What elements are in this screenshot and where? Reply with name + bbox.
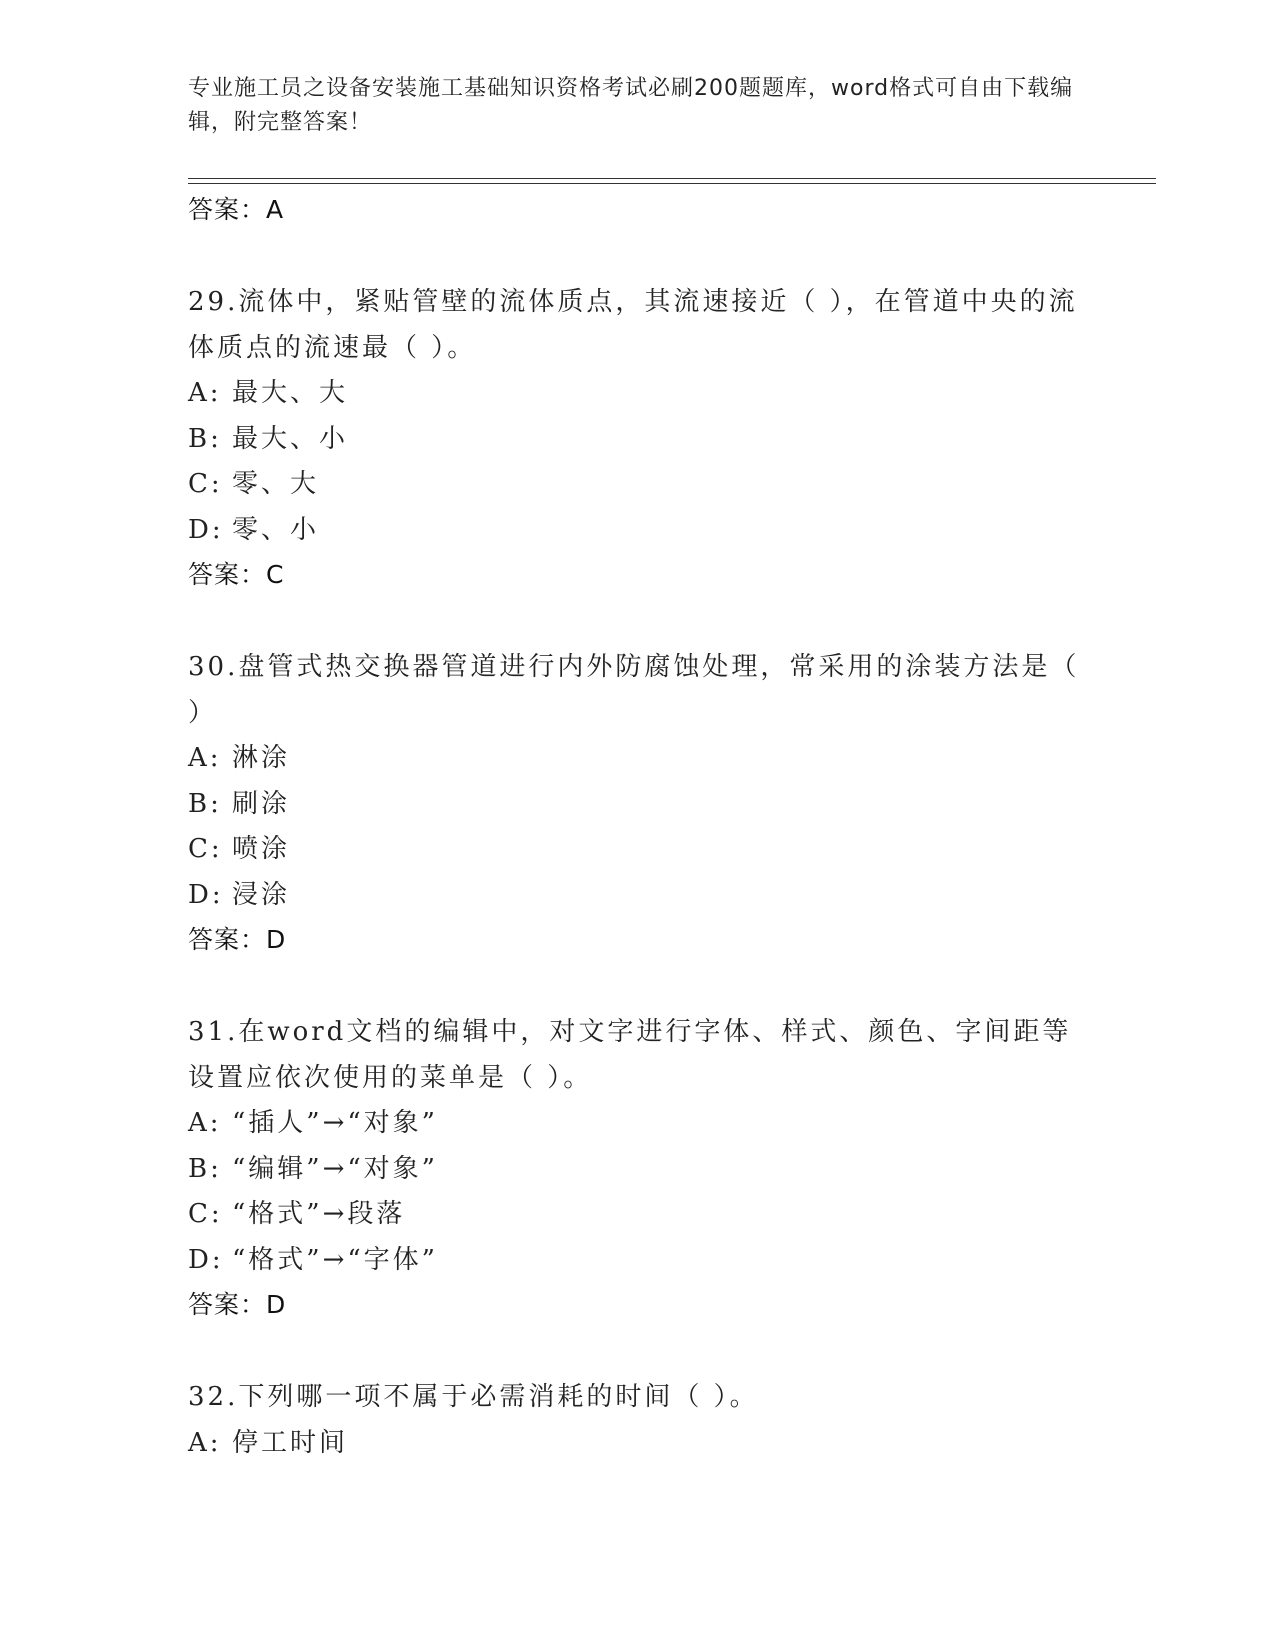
option-letter: A: <box>188 743 222 773</box>
option-text: “编辑”→“对象” <box>232 1153 438 1184</box>
option-c <box>188 1192 1088 1238</box>
option-text: “格式”→“字体” <box>232 1244 438 1275</box>
option-a <box>188 371 1088 417</box>
answer-label: 答案：D <box>188 925 287 954</box>
option-text: “格式”→段落 <box>232 1199 406 1229</box>
question-text: 29.流体中，紧贴管壁的流体质点，其流速接近（ ），在管道中央的流体质点的流速最（ ）。 <box>188 287 1078 363</box>
option-letter: D: <box>188 514 224 545</box>
option-text: 刷涂 <box>232 788 291 819</box>
option-b <box>188 782 1088 828</box>
option-letter: B: <box>188 1153 222 1184</box>
option-text: 零、大 <box>232 469 320 499</box>
option-text: 浸涂 <box>232 879 291 910</box>
question-text: 32.下列哪一项不属于必需消耗的时间（ ）。 <box>188 1382 759 1412</box>
answer-label: 答案：A <box>188 195 285 224</box>
option-d <box>188 1238 1088 1284</box>
option-letter: A: <box>188 378 222 408</box>
option-text: “插人”→“对象” <box>232 1108 438 1138</box>
option-text: 最大、小 <box>232 423 349 454</box>
option-b <box>188 1147 1088 1193</box>
option-letter: C: <box>188 834 223 864</box>
option-letter: B: <box>188 423 222 454</box>
option-a <box>188 1421 1088 1467</box>
page-header-title: 专业施工员之设备安装施工基础知识资格考试必刷200题题库，word格式可自由下载编辑，附完整答案！ <box>188 76 1074 135</box>
question-32 <box>188 1375 1088 1466</box>
header-rule-top <box>188 178 1156 179</box>
question-31 <box>188 1010 1088 1327</box>
option-c <box>188 827 1088 873</box>
option-d <box>188 508 1088 554</box>
option-letter: A: <box>188 1108 222 1138</box>
question-text: 31.在word文档的编辑中，对文字进行字体、样式、颜色、字间距等设置应依次使用的菜单是（ ）。 <box>188 1017 1072 1093</box>
question-text: 30.盘管式热交换器管道进行内外防腐蚀处理，常采用的涂装方法是（ ） <box>188 652 1080 728</box>
option-a <box>188 1101 1088 1147</box>
option-text: 最大、大 <box>232 378 349 408</box>
answer-label: 答案：C <box>188 560 285 589</box>
option-text: 零、小 <box>232 514 320 545</box>
option-b <box>188 417 1088 463</box>
option-letter: C: <box>188 1199 223 1229</box>
option-text: 停工时间 <box>232 1427 349 1458</box>
option-a <box>188 736 1088 782</box>
option-d <box>188 873 1088 919</box>
question-30 <box>188 645 1088 962</box>
option-letter: C: <box>188 469 223 499</box>
option-letter: D: <box>188 879 224 910</box>
question-list <box>188 188 1088 1514</box>
option-letter: B: <box>188 788 222 819</box>
option-text: 喷涂 <box>232 834 291 864</box>
question-29 <box>188 280 1088 597</box>
option-c <box>188 462 1088 508</box>
option-letter: D: <box>188 1244 224 1275</box>
option-text: 淋涂 <box>232 743 291 773</box>
header-rule-bottom <box>188 183 1156 184</box>
answer-label: 答案：D <box>188 1290 287 1319</box>
option-letter: A: <box>188 1427 222 1458</box>
